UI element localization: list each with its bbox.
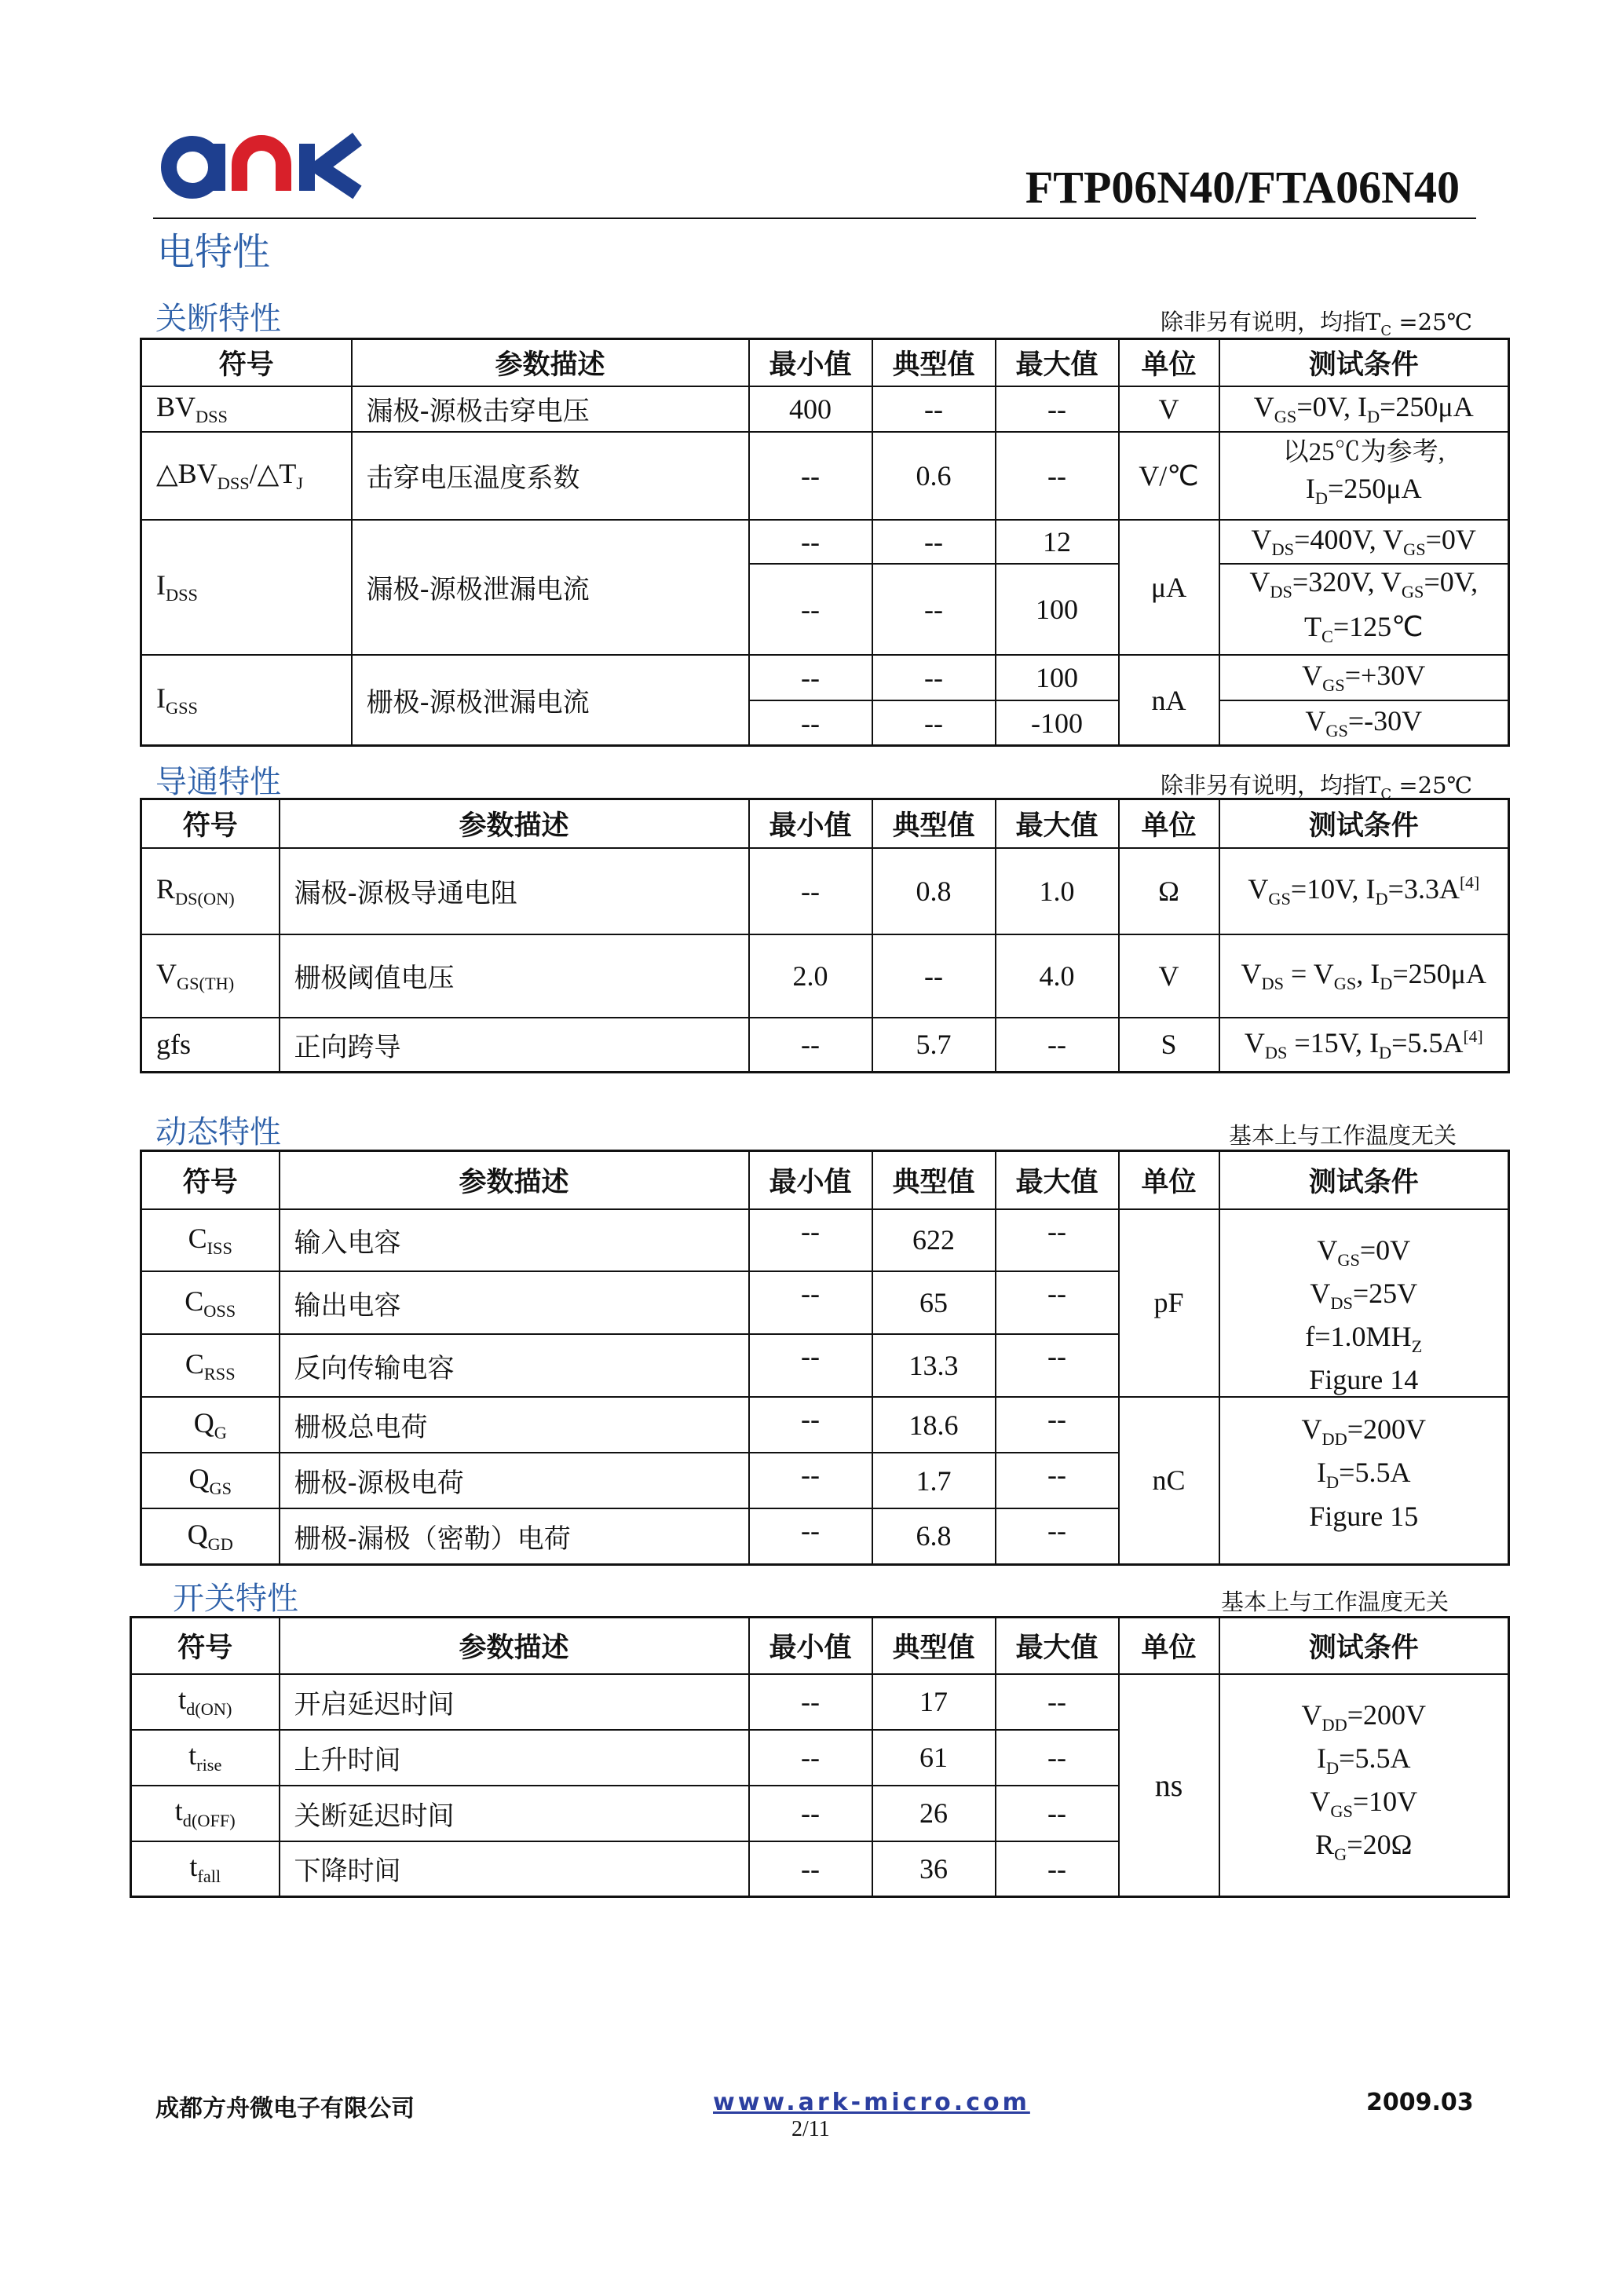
footer-website-link[interactable]: www.ark-micro.com bbox=[713, 2089, 1030, 2116]
symbol: $t_{d(ON)}$ bbox=[131, 1674, 280, 1730]
table-switching-characteristics bbox=[130, 1616, 1510, 1898]
section-note-switching: 基本上与工作温度无关 bbox=[1220, 1589, 1449, 1615]
unit: Ω bbox=[1119, 848, 1219, 934]
min-value: -- bbox=[749, 1018, 872, 1073]
table-row bbox=[141, 934, 1509, 1018]
unit: V/℃ bbox=[1119, 432, 1219, 520]
typ-value: 6.8 bbox=[872, 1508, 996, 1564]
test-condition: $V_{GS}=10V$, $I_D=3.3A[4]$ bbox=[1219, 848, 1509, 934]
test-condition: $V_{DD}=200V$ $I_D=5.5A$ $V_{GS}=10V$ $R_G=20\Omega$ bbox=[1219, 1674, 1509, 1897]
typ-value: 622 bbox=[872, 1209, 996, 1272]
col-typ: 典型值 bbox=[872, 1151, 996, 1209]
table-row bbox=[141, 1209, 1509, 1272]
min-value: -- bbox=[749, 1271, 872, 1334]
test-condition: $V_{DS} = V_{GS}$, $I_D=250\mu A$ bbox=[1219, 934, 1509, 1018]
col-typ: 典型值 bbox=[872, 799, 996, 848]
unit: V bbox=[1119, 934, 1219, 1018]
min-value: -- bbox=[749, 1334, 872, 1397]
description: 反向传输电容 bbox=[280, 1334, 749, 1397]
symbol: $t_{rise}$ bbox=[131, 1730, 280, 1786]
table-row bbox=[141, 386, 1509, 432]
col-desc: 参数描述 bbox=[280, 799, 749, 848]
typ-value: 0.8 bbox=[872, 848, 996, 934]
max-value: 12 bbox=[996, 520, 1119, 564]
col-typ: 典型值 bbox=[872, 339, 996, 386]
symbol: $t_{fall}$ bbox=[131, 1841, 280, 1897]
max-value: -- bbox=[996, 1209, 1119, 1272]
typ-value: 13.3 bbox=[872, 1334, 996, 1397]
col-unit: 单位 bbox=[1119, 1618, 1219, 1674]
max-value: -- bbox=[996, 1841, 1119, 1897]
description: 栅极总电荷 bbox=[280, 1397, 749, 1453]
max-value: -- bbox=[996, 1508, 1119, 1564]
col-max: 最大值 bbox=[996, 1618, 1119, 1674]
symbol: $C_{ISS}$ bbox=[141, 1209, 280, 1272]
footer-company: 成都方舟微电子有限公司 bbox=[155, 2095, 415, 2122]
page-number: 2/11 bbox=[791, 2117, 830, 2141]
col-desc: 参数描述 bbox=[352, 339, 749, 386]
typ-value: -- bbox=[872, 700, 996, 746]
col-min: 最小值 bbox=[749, 1618, 872, 1674]
min-value: -- bbox=[749, 655, 872, 700]
typ-value: -- bbox=[872, 655, 996, 700]
max-value: 1.0 bbox=[996, 848, 1119, 934]
max-value: -- bbox=[996, 1271, 1119, 1334]
description: 栅极-源极电荷 bbox=[280, 1453, 749, 1508]
max-value: -- bbox=[996, 1730, 1119, 1786]
test-condition: $V_{DS}=320V$, $V_{GS}=0V$, $T_C=125℃$ bbox=[1219, 564, 1509, 655]
col-typ: 典型值 bbox=[872, 1618, 996, 1674]
description: 漏极-源极导通电阻 bbox=[280, 848, 749, 934]
col-min: 最小值 bbox=[749, 339, 872, 386]
section-title-dynamic: 动态特性 bbox=[155, 1114, 281, 1150]
symbol: $I_{GSS}$ bbox=[141, 655, 352, 746]
col-min: 最小值 bbox=[749, 799, 872, 848]
section-note-off: 除非另有说明，均指$T_C$ =25℃ bbox=[1161, 309, 1472, 339]
max-value: 4.0 bbox=[996, 934, 1119, 1018]
max-value: 100 bbox=[996, 564, 1119, 655]
max-value: -- bbox=[996, 1397, 1119, 1453]
typ-value: -- bbox=[872, 386, 996, 432]
description: 正向跨导 bbox=[280, 1018, 749, 1073]
col-desc: 参数描述 bbox=[280, 1151, 749, 1209]
description: 输出电容 bbox=[280, 1271, 749, 1334]
symbol: $C_{RSS}$ bbox=[141, 1334, 280, 1397]
unit: V bbox=[1119, 386, 1219, 432]
table-row bbox=[141, 1018, 1509, 1073]
test-condition: $V_{GS}=-30V$ bbox=[1219, 700, 1509, 746]
col-symbol: 符号 bbox=[131, 1618, 280, 1674]
page-heading: 电特性 bbox=[157, 230, 271, 274]
typ-value: 26 bbox=[872, 1786, 996, 1841]
min-value: 2.0 bbox=[749, 934, 872, 1018]
max-value: -- bbox=[996, 1334, 1119, 1397]
description: 输入电容 bbox=[280, 1209, 749, 1272]
symbol: $C_{OSS}$ bbox=[141, 1271, 280, 1334]
min-value: -- bbox=[749, 1674, 872, 1730]
table-off-characteristics bbox=[140, 338, 1510, 747]
col-max: 最大值 bbox=[996, 339, 1119, 386]
typ-value: 61 bbox=[872, 1730, 996, 1786]
table-dynamic-characteristics bbox=[140, 1150, 1510, 1566]
min-value: -- bbox=[749, 1508, 872, 1564]
typ-value: 18.6 bbox=[872, 1397, 996, 1453]
min-value: -- bbox=[749, 1841, 872, 1897]
max-value: -- bbox=[996, 386, 1119, 432]
min-value: -- bbox=[749, 1786, 872, 1841]
test-condition: $V_{DD}=200V$ $I_D=5.5A$ Figure 15 bbox=[1219, 1397, 1509, 1564]
description: 栅极-源极泄漏电流 bbox=[352, 655, 749, 746]
symbol: $Q_{GS}$ bbox=[141, 1453, 280, 1508]
unit: nC bbox=[1119, 1397, 1219, 1564]
document-title: FTP06N40/FTA06N40 bbox=[1025, 162, 1460, 213]
col-cond: 测试条件 bbox=[1219, 339, 1509, 386]
description: 开启延迟时间 bbox=[280, 1674, 749, 1730]
typ-value: 1.7 bbox=[872, 1453, 996, 1508]
description: 栅极-漏极（密勒）电荷 bbox=[280, 1508, 749, 1564]
symbol: $t_{d(OFF)}$ bbox=[131, 1786, 280, 1841]
test-condition: $V_{GS}=0V$, $I_D=250\mu A$ bbox=[1219, 386, 1509, 432]
col-symbol: 符号 bbox=[141, 339, 352, 386]
max-value: -- bbox=[996, 1453, 1119, 1508]
min-value: -- bbox=[749, 848, 872, 934]
col-min: 最小值 bbox=[749, 1151, 872, 1209]
symbol: gfs bbox=[141, 1018, 280, 1073]
table-row bbox=[141, 432, 1509, 520]
symbol: $Q_{GD}$ bbox=[141, 1508, 280, 1564]
col-unit: 单位 bbox=[1119, 339, 1219, 386]
footer-link-wrap bbox=[713, 2089, 1030, 2116]
min-value: -- bbox=[749, 432, 872, 520]
col-max: 最大值 bbox=[996, 1151, 1119, 1209]
section-title-switching: 开关特性 bbox=[173, 1581, 298, 1617]
col-desc: 参数描述 bbox=[280, 1618, 749, 1674]
description: 漏极-源极击穿电压 bbox=[352, 386, 749, 432]
table-row bbox=[141, 520, 1509, 564]
table-row bbox=[131, 1674, 1509, 1730]
symbol: $I_{DSS}$ bbox=[141, 520, 352, 655]
description: 下降时间 bbox=[280, 1841, 749, 1897]
header-row bbox=[141, 1151, 1509, 1209]
max-value: -100 bbox=[996, 700, 1119, 746]
description: 击穿电压温度系数 bbox=[352, 432, 749, 520]
max-value: -- bbox=[996, 1018, 1119, 1073]
min-value: 400 bbox=[749, 386, 872, 432]
typ-value: -- bbox=[872, 564, 996, 655]
symbol: $Q_G$ bbox=[141, 1397, 280, 1453]
footnote-ref: [4] bbox=[1459, 872, 1480, 892]
typ-value: -- bbox=[872, 934, 996, 1018]
header-row bbox=[141, 339, 1509, 386]
col-max: 最大值 bbox=[996, 799, 1119, 848]
description: 关断延迟时间 bbox=[280, 1786, 749, 1841]
section-note-dynamic: 基本上与工作温度无关 bbox=[1228, 1122, 1457, 1149]
test-condition: $V_{GS}=+30V$ bbox=[1219, 655, 1509, 700]
col-unit: 单位 bbox=[1119, 1151, 1219, 1209]
min-value: -- bbox=[749, 564, 872, 655]
typ-value: -- bbox=[872, 520, 996, 564]
unit: S bbox=[1119, 1018, 1219, 1073]
test-condition: 以25℃为参考, $I_D=250\mu A$ bbox=[1219, 432, 1509, 520]
test-condition: $V_{GS}=0V$ $V_{DS}=25V$ $f=1.0MH_Z$ Figure 14 bbox=[1219, 1209, 1509, 1398]
section-title-on: 导通特性 bbox=[155, 764, 281, 800]
min-value: -- bbox=[749, 1453, 872, 1508]
table-on-characteristics bbox=[140, 798, 1510, 1073]
unit: pF bbox=[1119, 1209, 1219, 1398]
unit: ns bbox=[1119, 1674, 1219, 1897]
header-row bbox=[131, 1618, 1509, 1674]
typ-value: 17 bbox=[872, 1674, 996, 1730]
max-value: -- bbox=[996, 1674, 1119, 1730]
unit: nA bbox=[1119, 655, 1219, 746]
max-value: 100 bbox=[996, 655, 1119, 700]
symbol: $\triangle BV_{DSS}/\triangle T_J$ bbox=[141, 432, 352, 520]
col-cond: 测试条件 bbox=[1219, 799, 1509, 848]
min-value: -- bbox=[749, 1209, 872, 1272]
typ-value: 0.6 bbox=[872, 432, 996, 520]
typ-value: 36 bbox=[872, 1841, 996, 1897]
section-title-off: 关断特性 bbox=[155, 301, 281, 337]
section-note-on: 除非另有说明，均指$T_C$ =25℃ bbox=[1161, 772, 1472, 803]
typ-value: 65 bbox=[872, 1271, 996, 1334]
footer-date: 2009.03 bbox=[1366, 2089, 1474, 2116]
table-row bbox=[141, 848, 1509, 934]
col-symbol: 符号 bbox=[141, 799, 280, 848]
header-row bbox=[141, 799, 1509, 848]
footnote-ref: [4] bbox=[1463, 1026, 1483, 1046]
company-logo bbox=[161, 130, 365, 203]
test-condition: $V_{DS}=400V$, $V_{GS}=0V$ bbox=[1219, 520, 1509, 564]
col-unit: 单位 bbox=[1119, 799, 1219, 848]
typ-value: 5.7 bbox=[872, 1018, 996, 1073]
col-cond: 测试条件 bbox=[1219, 1618, 1509, 1674]
max-value: -- bbox=[996, 1786, 1119, 1841]
col-symbol: 符号 bbox=[141, 1151, 280, 1209]
symbol: $BV_{DSS}$ bbox=[141, 386, 352, 432]
test-condition: $V_{DS} =15V$, $I_D=5.5A[4]$ bbox=[1219, 1018, 1509, 1073]
min-value: -- bbox=[749, 1397, 872, 1453]
max-value: -- bbox=[996, 432, 1119, 520]
min-value: -- bbox=[749, 1730, 872, 1786]
min-value: -- bbox=[749, 520, 872, 564]
description: 上升时间 bbox=[280, 1730, 749, 1786]
header-divider bbox=[153, 218, 1476, 219]
col-cond: 测试条件 bbox=[1219, 1151, 1509, 1209]
description: 栅极阈值电压 bbox=[280, 934, 749, 1018]
unit: μA bbox=[1119, 520, 1219, 655]
symbol: $V_{GS(TH)}$ bbox=[141, 934, 280, 1018]
symbol: $R_{DS(ON)}$ bbox=[141, 848, 280, 934]
min-value: -- bbox=[749, 700, 872, 746]
table-row bbox=[141, 655, 1509, 700]
description: 漏极-源极泄漏电流 bbox=[352, 520, 749, 655]
table-row bbox=[141, 1397, 1509, 1453]
